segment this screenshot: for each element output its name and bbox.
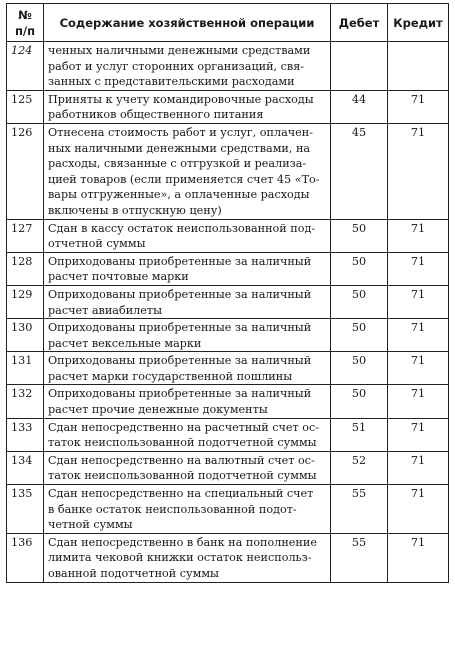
row-number: 129 [7,285,44,318]
row-description [44,418,331,451]
description-line: таток неиспользованной подотчетной суммы [48,436,317,450]
row-credit: 71 [388,252,449,285]
row-debit: 50 [331,252,388,285]
table-row [7,533,449,582]
description-line: лимита чековой книжки остаток неиспольз- [48,551,312,565]
row-debit: 50 [331,319,388,352]
header-credit: Кредит [388,4,449,42]
row-number: 131 [7,352,44,385]
row-number: 136 [7,533,44,582]
description-line: расчет прочие денежные документы [48,403,268,417]
description-line: отчетной суммы [48,237,146,251]
table-row [7,418,449,451]
row-debit: 50 [331,385,388,418]
row-debit: 50 [331,352,388,385]
row-debit: 51 [331,418,388,451]
description-line: вары отгруженные», а оплаченные расходы [48,188,310,202]
row-number: 135 [7,485,44,534]
row-description [44,485,331,534]
row-credit: 71 [388,485,449,534]
row-number: 134 [7,451,44,484]
row-number: 125 [7,90,44,123]
row-number: 132 [7,385,44,418]
row-debit: 55 [331,485,388,534]
row-debit: 52 [331,451,388,484]
table-header [7,4,449,42]
row-credit: 71 [388,219,449,252]
row-number: 127 [7,219,44,252]
description-line: Оприходованы приобретенные за наличный [48,254,312,268]
table-row [7,42,449,91]
description-line: таток неиспользованной подотчетной суммы [48,469,317,483]
description-line: Сдан непосредственно на расчетный счет ос- [48,420,320,434]
row-debit: 55 [331,533,388,582]
row-debit: 44 [331,90,388,123]
header-number-line1: № [18,7,32,22]
row-credit: 71 [388,418,449,451]
row-description [44,123,331,219]
table-row [7,352,449,385]
description-line: ных наличными денежными средствами, на [48,141,311,155]
table-row [7,285,449,318]
description-line: Сдан непосредственно на специальный счет [48,487,314,501]
row-number: 124 [7,42,44,91]
row-credit [388,42,449,91]
table-body [7,42,449,583]
table-row [7,123,449,219]
table-row [7,451,449,484]
description-line: работ и услуг сторонних организаций, свя- [48,59,305,73]
description-line: в банке остаток неиспользованной подот- [48,502,297,516]
table-row [7,90,449,123]
row-description [44,285,331,318]
description-line: работников общественного питания [48,108,264,122]
description-line: расчет почтовые марки [48,270,189,284]
row-description [44,451,331,484]
description-line: Отнесена стоимость работ и услуг, оплачен- [48,125,313,139]
header-debit: Дебет [331,4,388,42]
description-line: Оприходованы приобретенные за наличный [48,287,312,301]
description-line: Приняты к учету командировочные расходы [48,92,314,106]
header-number-line2: п/п [14,23,36,38]
row-credit: 71 [388,385,449,418]
table-row [7,319,449,352]
description-line: цией товаров (если применяется счет 45 «То- [48,172,320,186]
header-number [7,4,44,42]
description-line: четной суммы [48,518,133,532]
description-line: занных с представительскими расходами [48,75,295,89]
row-description [44,319,331,352]
row-debit [331,42,388,91]
row-credit: 71 [388,533,449,582]
row-credit: 71 [388,451,449,484]
row-debit: 45 [331,123,388,219]
table-row [7,485,449,534]
row-description [44,252,331,285]
row-description [44,533,331,582]
row-number: 130 [7,319,44,352]
row-description [44,219,331,252]
description-line: расчет авиабилеты [48,303,162,317]
description-line: Сдан непосредственно на валютный счет ос- [48,453,315,467]
description-line: Сдан в кассу остаток неиспользованной под- [48,221,316,235]
row-debit: 50 [331,219,388,252]
row-description [44,90,331,123]
row-debit: 50 [331,285,388,318]
table-row [7,385,449,418]
row-credit: 71 [388,319,449,352]
header-row [7,4,449,42]
description-line: расчет марки государственной пошлины [48,369,293,383]
table-row [7,252,449,285]
row-credit: 71 [388,352,449,385]
row-credit: 71 [388,90,449,123]
description-line: расчет вексельные марки [48,336,202,350]
row-description [44,42,331,91]
accounting-entries-table [6,3,449,583]
row-number: 133 [7,418,44,451]
description-line: ченных наличными денежными средствами [48,44,311,57]
header-description: Содержание хозяйственной операции [44,4,331,42]
description-line: Оприходованы приобретенные за наличный [48,321,312,335]
description-line: Оприходованы приобретенные за наличный [48,387,312,401]
row-description [44,352,331,385]
row-number: 126 [7,123,44,219]
description-line: расходы, связанные с отгрузкой и реализа- [48,157,307,171]
description-line: Сдан непосредственно в банк на пополнение [48,535,317,549]
row-number: 128 [7,252,44,285]
row-credit: 71 [388,285,449,318]
row-credit: 71 [388,123,449,219]
row-description [44,385,331,418]
description-line: ованной подотчетной суммы [48,567,219,580]
description-line: включены в отпускную цену) [48,203,222,217]
description-line: Оприходованы приобретенные за наличный [48,354,312,368]
table-row [7,219,449,252]
